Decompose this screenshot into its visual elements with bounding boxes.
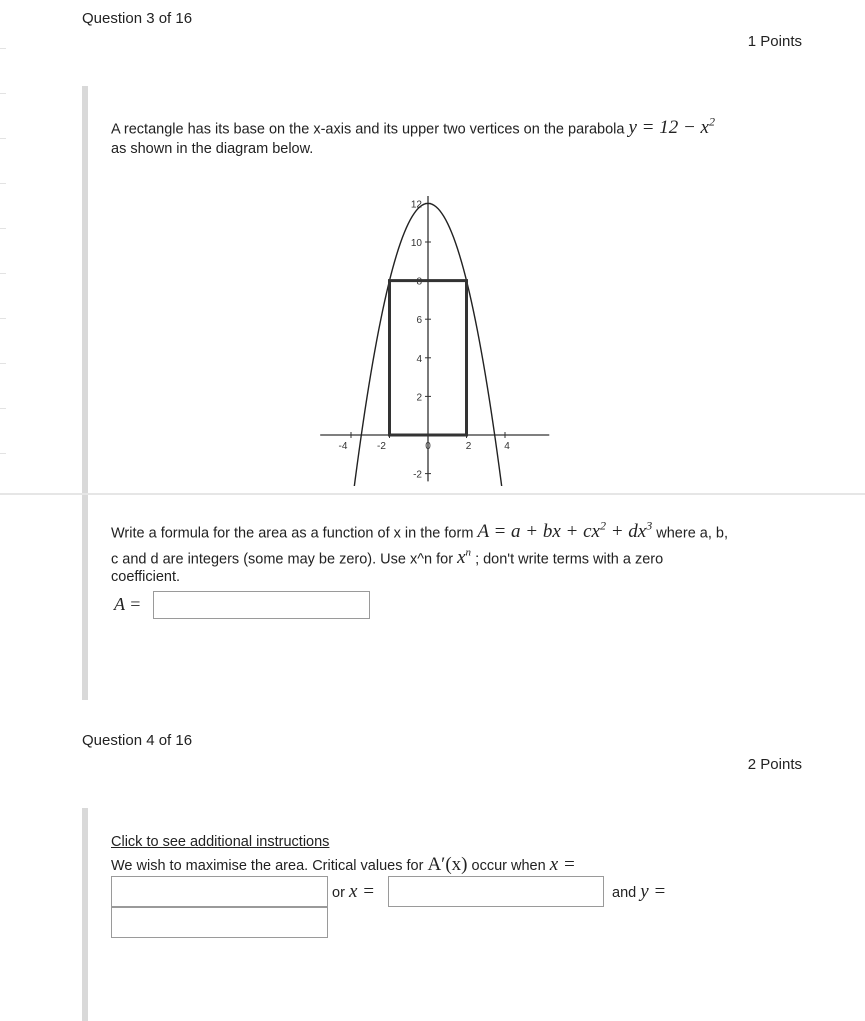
prompt-text: A rectangle has its base on the x-axis and its upper two vertices on the parabola [111, 121, 625, 138]
x-power-n: $x^n$ [457, 547, 472, 569]
x-tick-label: -2 [377, 441, 386, 452]
y-tick-label: 4 [416, 353, 422, 365]
y-tick-label: -2 [413, 469, 422, 481]
edge-line [0, 93, 6, 94]
y-tick-label: 2 [416, 392, 422, 404]
area-instruction-line-3: coefficient. [111, 569, 181, 585]
edge-line [0, 363, 6, 364]
parabola-equation: $y = 12 - x^2$ [628, 115, 715, 139]
critical-values-sentence: We wish to maximise the area. Critical values for A′(x) occur when x = [111, 854, 576, 875]
edge-line [0, 408, 6, 409]
critical-x2-input[interactable] [388, 876, 604, 907]
edge-line [0, 138, 6, 139]
x-tick-label: 4 [504, 441, 510, 452]
edge-line [0, 318, 6, 319]
prompt-line-2: as shown in the diagram below. [111, 141, 314, 157]
y-tick-label: 12 [410, 199, 422, 211]
question-3-left-border [82, 86, 88, 700]
question-3-header: Question 3 of 16 [82, 10, 193, 27]
x-tick-label: 0 [425, 441, 431, 452]
question-4-header: Question 4 of 16 [82, 732, 193, 749]
area-answer-label: A = [114, 594, 142, 614]
form-equation: A = a + bx + $cx^2 + dx^3$ [477, 519, 653, 543]
question-4-points: 2 Points [747, 756, 802, 773]
derivative-expression: A′(x) [427, 854, 468, 875]
question-3-points: 1 Points [747, 33, 802, 50]
critical-y-input[interactable] [111, 907, 328, 938]
edge-line [0, 228, 6, 229]
area-instruction-line-2: c and d are integers (some may be zero). Use x^n for $x^n$ ; don't write terms with a zero [111, 547, 664, 569]
section-divider [0, 493, 865, 495]
edge-line [0, 48, 6, 49]
or-x-label: or x = [332, 881, 375, 902]
y-tick-label: 8 [416, 276, 422, 288]
additional-instructions-link[interactable]: Click to see additional instructions [111, 834, 330, 850]
area-answer-input[interactable] [153, 591, 370, 619]
x-tick-label: 2 [465, 441, 472, 452]
area-instruction: Write a formula for the area as a function of x in the form A = a + bx + $cx^2 + dx^3$ where a, b, [111, 519, 729, 543]
edge-line [0, 183, 6, 184]
x-tick-label: -4 [338, 441, 348, 452]
and-y-label: and y = [612, 881, 667, 902]
y-tick-label: 6 [416, 315, 422, 327]
question-4-left-border [82, 808, 88, 1021]
parabola-diagram [320, 196, 560, 486]
y-tick-label: 10 [410, 238, 422, 249]
edge-line [0, 273, 6, 274]
critical-x1-input[interactable] [111, 876, 328, 907]
edge-line [0, 453, 6, 454]
